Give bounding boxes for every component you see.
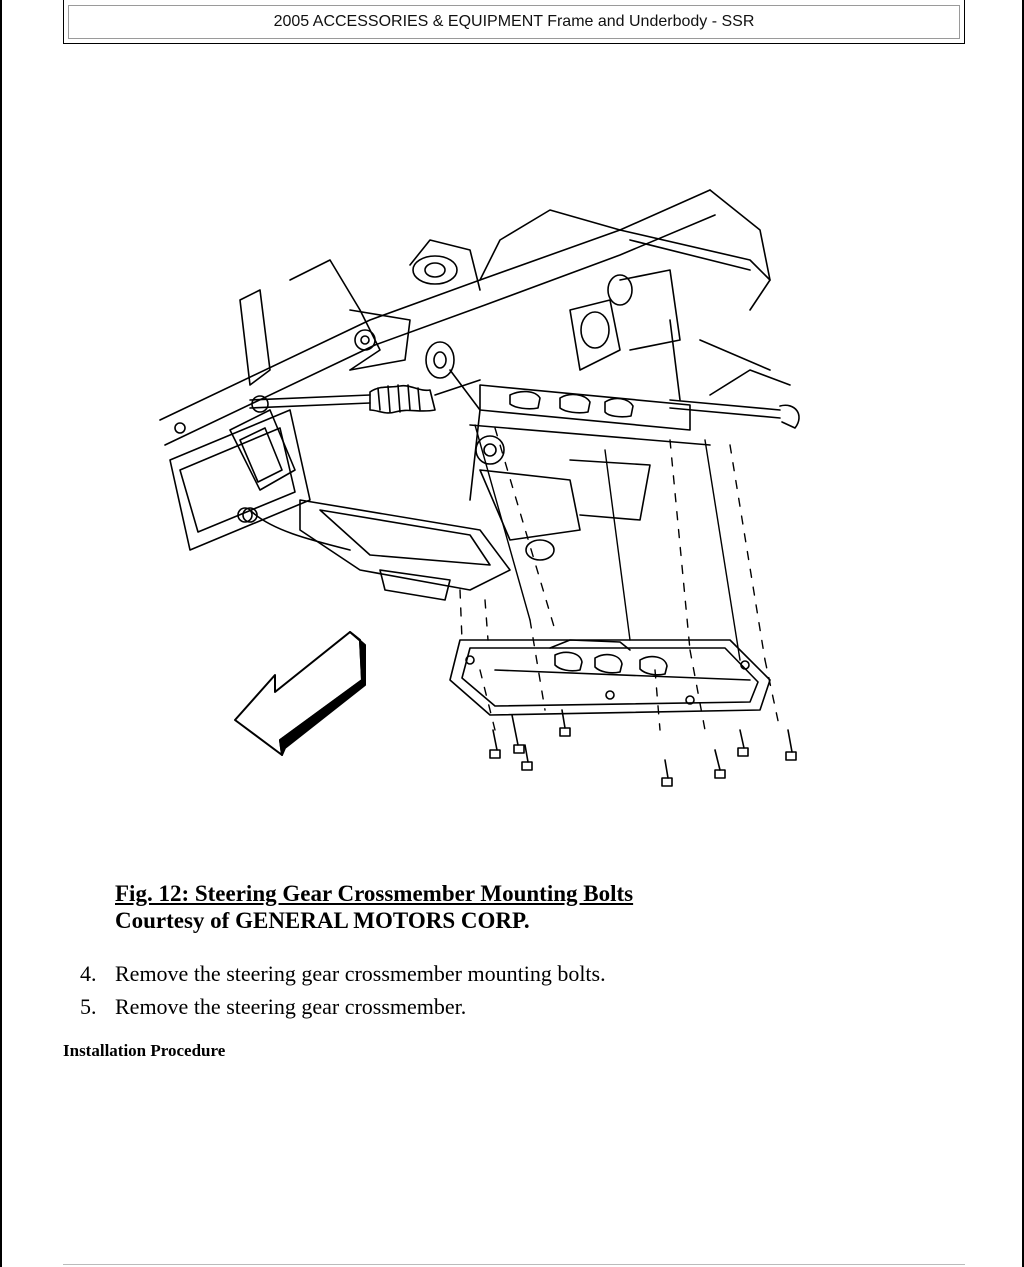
step-number: 5. — [80, 994, 97, 1019]
step-number: 4. — [80, 961, 97, 986]
page-border-left — [0, 0, 2, 1267]
step-text: Remove the steering gear crossmember mounting bolts. — [115, 961, 606, 986]
figure-caption — [115, 880, 633, 934]
direction-arrow — [235, 632, 365, 755]
page-header-title: 2005 ACCESSORIES & EQUIPMENT Frame and Underbody - SSR — [273, 13, 755, 30]
alignment-lines — [460, 425, 780, 730]
bolt — [786, 730, 796, 760]
bolt — [738, 730, 748, 756]
page-header — [63, 0, 965, 44]
bolt — [662, 760, 672, 786]
underbody — [238, 436, 650, 600]
left-frame-box — [170, 410, 310, 550]
page-header-inner — [68, 5, 960, 39]
upper-left-mount — [240, 260, 410, 385]
upper-crossmember — [450, 370, 710, 500]
list-item — [80, 990, 606, 1023]
section-heading: Installation Procedure — [63, 1041, 226, 1060]
bolt — [715, 750, 725, 778]
steering-gear-crossmember-illustration — [150, 170, 810, 800]
figure-title: Fig. 12: Steering Gear Crossmember Mounting Bolts — [115, 881, 634, 906]
list-item — [80, 957, 606, 990]
bolt — [490, 730, 500, 758]
steering-rack — [250, 380, 480, 413]
mounting-bolts — [490, 710, 796, 786]
figure-credit: Courtesy of GENERAL MOTORS CORP. — [115, 908, 530, 933]
procedure-steps — [80, 957, 606, 1023]
page-bottom-rule — [63, 1264, 965, 1265]
center-mounts — [410, 240, 680, 378]
step-text: Remove the steering gear crossmember. — [115, 994, 467, 1019]
bolt — [512, 715, 524, 753]
crossmember-plate — [450, 640, 770, 715]
frame-rail — [160, 190, 770, 445]
